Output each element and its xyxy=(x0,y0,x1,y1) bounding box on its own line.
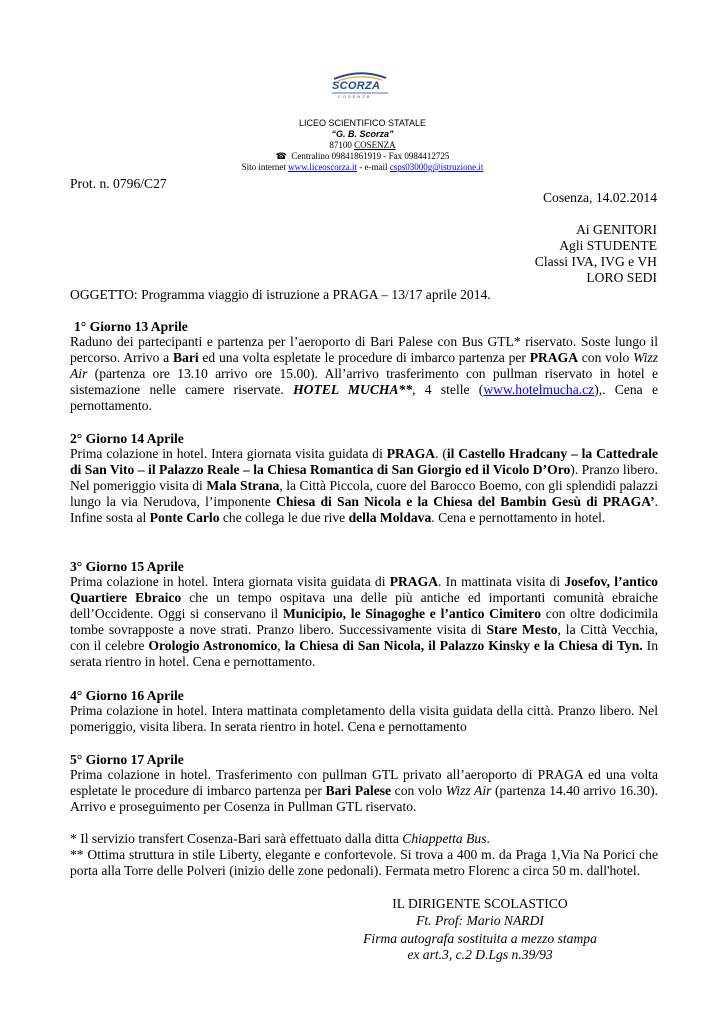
protocol-number: Prot. n. 0796/C27 xyxy=(70,176,167,191)
phone-icon: ☎ xyxy=(275,151,287,161)
note-hotel: ** Ottima struttura in stile Liberty, elegante e confortevole. Si trova a 400 m. da Praga 1,Via Na Porici che porta alla Torre delle Polveri (inizio delle zone pedonali). Fermata metro Florenc a circa 50 m. dall'hotel. xyxy=(70,847,658,878)
day4-text: Prima colazione in hotel. Intera mattinata completamento della visita guidata della città. Pranzo libero. Nel pomeriggio, visita libera. In serata rientro in hotel. Cena e pernottamento xyxy=(70,703,658,734)
cap: 87100 xyxy=(329,140,352,150)
day1-title: 1° Giorno 13 Aprile xyxy=(74,319,188,334)
email-label: - e-mail xyxy=(357,162,388,172)
school-type: LICEO SCIENTIFICO STATALE xyxy=(298,118,427,128)
city: COSENZA xyxy=(354,140,396,150)
day3-title: 3° Giorno 15 Aprile xyxy=(70,559,184,574)
signature-note2: ex art.3, c.2 D.Lgs n.39/93 xyxy=(407,947,553,962)
phone-text: Centralino 09841861919 - Fax 0984412725 xyxy=(291,151,450,161)
signature-note1: Firma autografa sostituita a mezzo stampa xyxy=(363,931,597,946)
site-label: Sito internet xyxy=(241,162,286,172)
note-transfer-text: * Il servizio transfert Cosenza-Bari sarà effettuato dalla ditta xyxy=(70,831,403,846)
note-transfer: * Il servizio transfert Cosenza-Bari sarà effettuato dalla ditta Chiappetta Bus. xyxy=(70,831,490,846)
logo-subtext: COSENZA xyxy=(338,94,372,99)
school-logo xyxy=(320,70,400,106)
note-transfer-company: Chiappetta Bus xyxy=(402,831,487,846)
day2-text: Prima colazione in hotel. Intera giornata visita guidata di PRAGA. (il Castello Hradcany – la Cattedrale di San Vito – il Palazzo Reale – la Chiesa Romantica di San Giorgio ed il Vicolo D’Oro). Pranzo libero. Nel pomeriggio visita di Mala Strana, la Città Piccola, cuore del Barocco Boemo, con gli splendidi palazzi lungo la via Nerudova, l’imponente Chiesa di San Nicola e la Chiesa del Bambin Gesù di PRAGA’. Infine sosta al Ponte Carlo che collega le due rive della Moldava. Cena e pernottamento in hotel. xyxy=(70,446,658,525)
recipient-classes: Classi IVA, IVG e VH xyxy=(534,254,657,269)
phone-line xyxy=(0,151,725,162)
day2-title: 2° Giorno 14 Aprile xyxy=(70,431,184,446)
day3-text: Prima colazione in hotel. Intera giornata visita guidata di PRAGA. In mattinata visita di Josefov, l’antico Quartiere Ebraico che un tempo ospitava una delle più antiche ed importanti comunità ebraiche dell’Occidente. Oggi si conservano il Municipio, le Sinagoghe e l’antico Cimitero con oltre dodicimila tombe sovrapposte a nove strati. Pranzo libero. Successivamente visita di Stare Mesto, la Città Vecchia, con il celebre Orologio Astronomico, la Chiesa di San Nicola, il Palazzo Kinsky e la Chiesa di Tyn. In serata rientro in hotel. Cena e pernottamento. xyxy=(70,574,658,669)
school-name: “G. B. Scorza” xyxy=(331,129,394,139)
signature-name: Ft. Prof: Mario NARDI xyxy=(416,913,544,928)
email-link[interactable]: csps03000g@istruzione.it xyxy=(389,162,484,172)
school-address xyxy=(0,140,725,150)
web-line xyxy=(0,162,725,172)
recipient-seats: LORO SEDI xyxy=(586,270,657,285)
subject-line: OGGETTO: Programma viaggio di istruzione a PRAGA – 13/17 aprile 2014. xyxy=(70,287,491,302)
hotel-link[interactable]: www.hotelmucha.cz xyxy=(483,381,595,397)
day5-title: 5° Giorno 17 Aprile xyxy=(70,752,184,767)
recipient-parents: Ai GENITORI xyxy=(576,222,657,237)
recipient-students: Agli STUDENTE xyxy=(559,238,657,253)
day5-text: Prima colazione in hotel. Trasferimento con pullman GTL privato all’aeroporto di PRAGA ed una volta espletate le procedure di imbarco partenza per Bari Palese con volo Wizz Air (partenza 14.40 arrivo 16.30). Arrivo e proseguimento per Cosenza in Pullman GTL riservato. xyxy=(70,767,658,814)
signature-role: IL DIRIGENTE SCOLASTICO xyxy=(392,896,568,911)
day1-text: Raduno dei partecipanti e partenza per l’aeroporto di Bari Palese con Bus GTL* riservato. Soste lungo il percorso. Arrivo a Bari ed una volta espletate le procedure di imbarco partenza per PRAGA con volo Wizz Air (partenza ore 13.10 arrivo ore 15.00). All’arrivo trasferimento con pullman riservato in hotel e sistemazione nelle camere riservate. HOTEL MUCHA**, 4 stelle (www.hotelmucha.cz),. Cena e pernottamento. xyxy=(70,334,659,413)
site-link[interactable]: www.liceoscorza.it xyxy=(288,162,358,172)
letter-date: Cosenza, 14.02.2014 xyxy=(542,190,657,205)
logo-text: SCORZA xyxy=(332,80,381,92)
day4-title: 4° Giorno 16 Aprile xyxy=(70,688,184,703)
